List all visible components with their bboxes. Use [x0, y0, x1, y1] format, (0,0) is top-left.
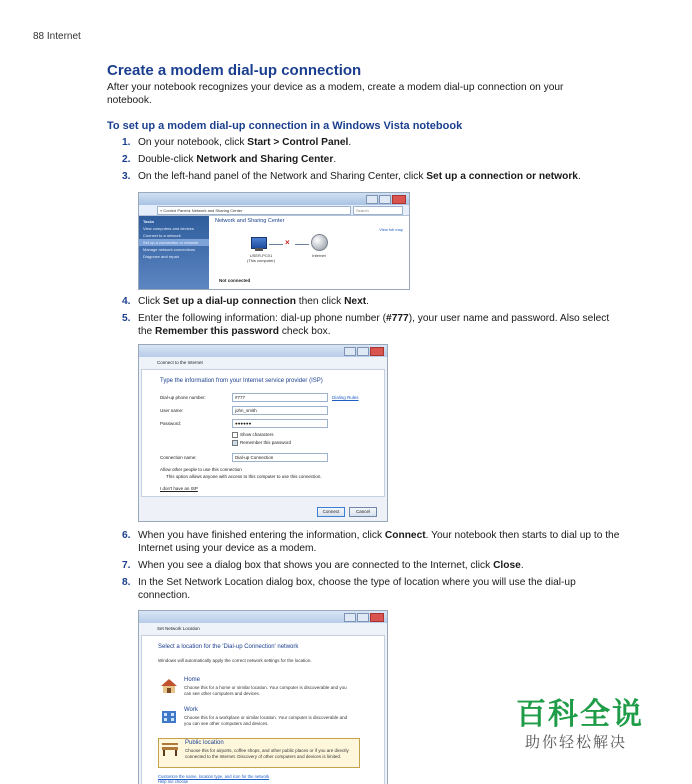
step-5: 5. Enter the following information: dial-up phone number (#777), your user name and password. Also select the Remember this password check box.: [122, 313, 610, 337]
connect-to-internet-screenshot: [138, 344, 388, 522]
window-titlebar: [139, 345, 387, 357]
maximize-icon: [357, 613, 369, 622]
connect-button: Connect: [317, 507, 345, 517]
remember-password-checkbox: Remember this password: [232, 440, 291, 446]
step-7: 7. When you see a dialog box that shows you are connected to the Internet, click Close.: [122, 560, 524, 571]
allow-others-checkbox: Allow other people to use this connection: [160, 467, 242, 472]
network-sharing-center-screenshot: [138, 192, 410, 290]
close-icon: [392, 195, 406, 204]
step-3: 3. On the left-hand panel of the Network and Sharing Center, click Set up a connection or network.: [122, 171, 581, 182]
connection-status: Not connected: [219, 278, 251, 283]
maximize-icon: [379, 195, 391, 204]
task-item: Manage network connections: [143, 247, 196, 252]
user-name-field: john_smith: [232, 406, 328, 415]
task-item: Connect to a network: [143, 233, 181, 238]
search-field: Search: [353, 206, 403, 215]
phone-number-field: #777: [232, 393, 328, 402]
view-full-map-link: View full map: [379, 227, 403, 232]
public-bench-icon: [161, 741, 179, 757]
location-option-work: Work Choose this for a workplace or similar location. Your computer is discoverable and you can see other computers and devices.: [158, 706, 358, 730]
no-isp-link: I don't have an ISP: [160, 486, 198, 491]
window-titlebar: [139, 193, 409, 205]
dialog-body: [141, 635, 385, 784]
help-me-choose-link: Help me choose: [158, 779, 189, 784]
task-item: View computers and devices: [143, 226, 194, 231]
dialog-title: Set Network Location: [139, 623, 387, 634]
step-1: 1. On your notebook, click Start > Control Panel.: [122, 137, 352, 148]
computer-caption: USER-PC01 (This computer): [246, 253, 275, 263]
section-title: Create a modem dial-up connection: [107, 62, 362, 79]
internet-globe-icon: [311, 234, 328, 251]
cancel-button: Cancel: [349, 507, 377, 517]
dialog-body: Type the information from your Internet service provider (ISP) Dial-up phone number: #777 Dialing Rules User name: john_smith Password: ●●●●●● Show characters Remember this password Connection name: Dial-up Connection Allow other people to use this connection This option allows anyone with access to this computer to use this connection. I don't have an ISP: [141, 369, 385, 497]
task-item: Diagnose and repair: [143, 254, 180, 259]
location-option-home: Home Choose this for a home or similar location. Your computer is discoverable and you can see other computers and devices.: [158, 676, 358, 700]
network-map-panel: [213, 217, 409, 289]
section-intro: After your notebook recognizes your device as a modem, create a modem dial-up connection on your notebook.: [107, 82, 564, 106]
watermark-title: 百科全说: [516, 697, 644, 732]
home-icon: [160, 678, 178, 694]
show-characters-checkbox: Show characters: [232, 432, 274, 438]
step-2: 2. Double-click Network and Sharing Center.: [122, 154, 337, 165]
tasks-sidebar: Tasks View computers and devices Connect to a network Set up a connection or network Manage network connections Diagnose and repair: [139, 216, 209, 289]
step-6: 6. When you have finished entering the information, click Connect. Your notebook then starts to dial up to the Internet using your device as a modem.: [122, 530, 620, 554]
dialog-title: Connect to the Internet: [139, 357, 387, 368]
minimize-icon: [366, 195, 378, 204]
password-field: ●●●●●●: [232, 419, 328, 428]
dialog-heading: Select a location for the 'Dial-up Connection' network: [158, 644, 299, 650]
customize-network-link: Customize the name, location type, and icon for the network: [158, 774, 270, 779]
procedure-heading: To set up a modem dial-up connection in a Windows Vista notebook: [107, 120, 463, 132]
address-bar: [139, 205, 409, 216]
maximize-icon: [357, 347, 369, 356]
connection-name-field: Dial-up Connection: [232, 453, 328, 462]
work-building-icon: [160, 708, 178, 724]
dialog-subtext: Windows will automatically apply the correct network settings for the location.: [158, 658, 312, 663]
minimize-icon: [344, 347, 356, 356]
location-option-public: Public location Choose this for airports, coffee shops, and other public places or if you are directly connected to the Internet. Discovery of other computers and devices is limited.: [158, 738, 360, 768]
watermark-subtitle: 助你轻松解决: [525, 733, 628, 751]
step-4: 4. Click Set up a dial-up connection then click Next.: [122, 296, 369, 307]
disconnected-x-icon: ×: [285, 238, 290, 247]
minimize-icon: [344, 613, 356, 622]
address-field: « Control Panel ▸ Network and Sharing Center: [157, 206, 351, 215]
page-number-header: 88 Internet: [33, 31, 81, 42]
window-titlebar: [139, 611, 387, 623]
step-8: 8. In the Set Network Location dialog box, choose the type of location where you will use the dial-up connection.: [122, 577, 576, 601]
internet-caption: Internet: [312, 253, 326, 258]
dialog-heading: Type the information from your Internet service provider (ISP): [160, 378, 323, 384]
panel-title: Network and Sharing Center: [215, 218, 285, 224]
close-icon: [370, 347, 384, 356]
dialing-rules-link: Dialing Rules: [332, 395, 359, 400]
set-network-location-screenshot: [138, 610, 388, 784]
close-icon: [370, 613, 384, 622]
task-item-selected: Set up a connection or network: [139, 239, 209, 246]
